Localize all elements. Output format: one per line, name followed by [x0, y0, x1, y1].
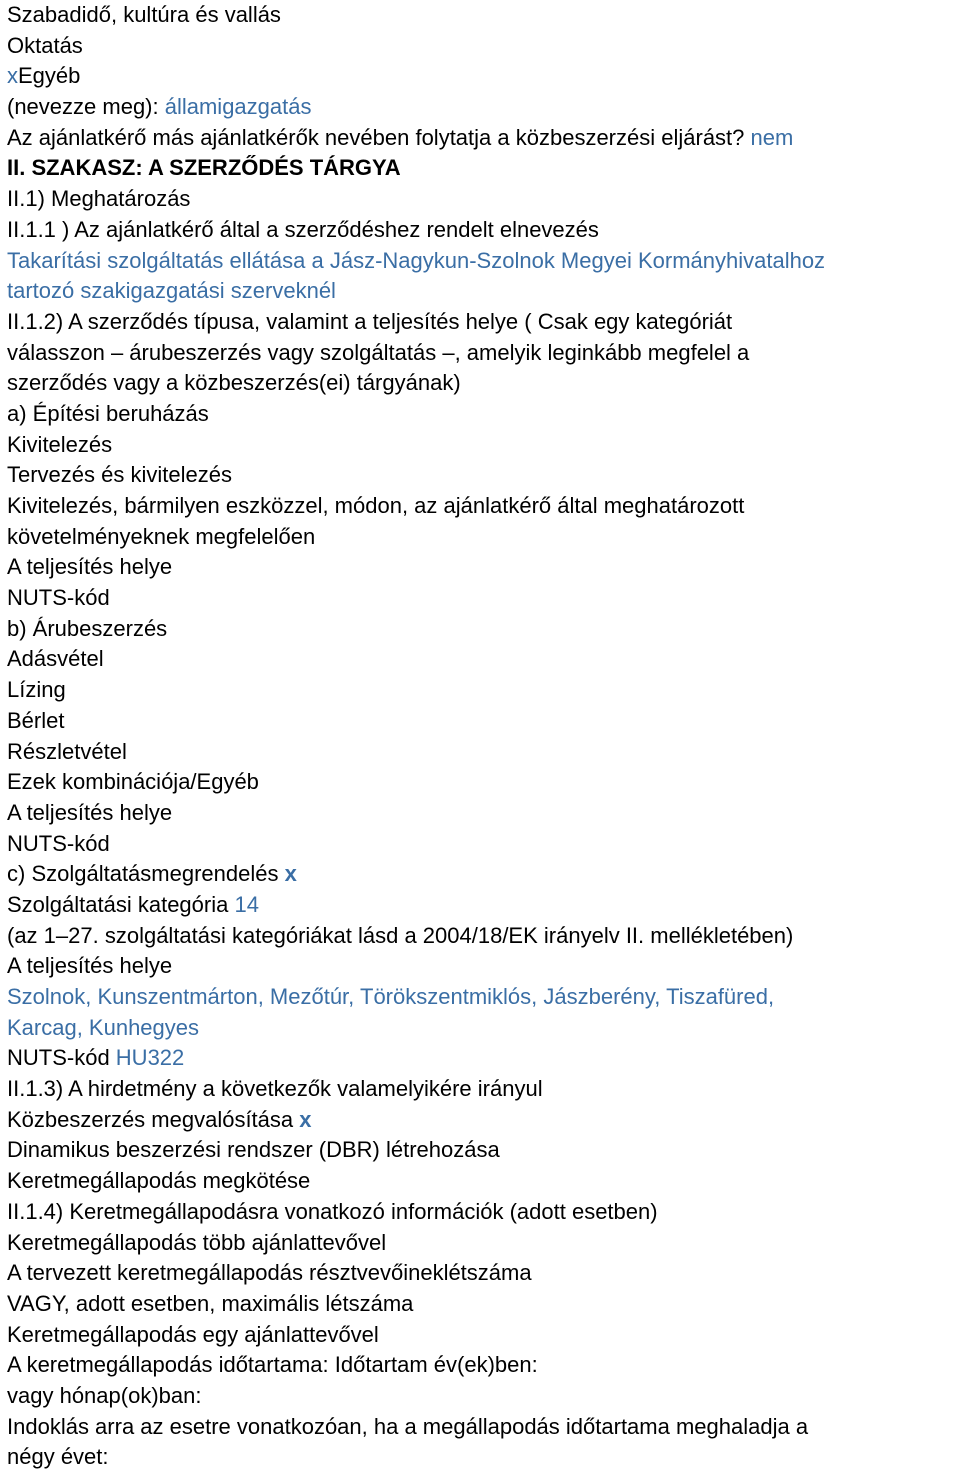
- service-category-label: Szolgáltatási kategória: [7, 891, 235, 917]
- place-value-line1: Szolnok, Kunszentmárton, Mezőtúr, Törökszentmiklós, Jászberény, Tiszafüred,: [7, 984, 775, 1009]
- item-heading: II.1.3) A hirdetmény a következők valamelyikére irányul: [7, 1076, 543, 1102]
- text-line: szerződés vagy a közbeszerzés(ei) tárgyának): [7, 370, 461, 396]
- option-line: Kivitelezés, bármilyen eszközzel, módon, az ajánlatkérő által meghatározott: [7, 493, 745, 518]
- place-label: A teljesítés helye: [7, 554, 173, 580]
- behalf-answer: nem: [750, 124, 794, 150]
- text-line: Indoklás arra az esetre vonatkozóan, ha a megállapodás időtartama meghaladja a: [7, 1413, 809, 1439]
- option-procurement: [7, 1105, 960, 1136]
- text-line: VAGY, adott esetben, maximális létszáma: [7, 1290, 414, 1316]
- note-line: (az 1–27. szolgáltatási kategóriákat lásd a 2004/18/EK irányelv II. mellékletében): [7, 922, 794, 948]
- text-line: vagy hónap(ok)ban:: [7, 1382, 202, 1408]
- nuts-value: HU322: [115, 1045, 185, 1071]
- option-services-label: c) Szolgáltatásmegrendelés: [7, 861, 285, 887]
- other-specify-label: (nevezze meg):: [7, 94, 165, 120]
- option-line: Bérlet: [7, 707, 65, 733]
- option-line: Keretmegállapodás megkötése: [7, 1168, 311, 1194]
- option-line: Tervezés és kivitelezés: [7, 462, 232, 488]
- option-line: Részletvétel: [7, 738, 127, 764]
- text-line: négy évet:: [7, 1444, 109, 1470]
- other-specify-value: államigazgatás: [164, 94, 312, 120]
- text-line: Keretmegállapodás egy ajánlattevővel: [7, 1321, 379, 1347]
- place-value-line2: Karcag, Kunhegyes: [7, 1014, 200, 1040]
- service-category-value: 14: [234, 891, 259, 917]
- contract-title-line1: Takarítási szolgáltatás ellátása a Jász-Nagykun-Szolnok Megyei Kormányhivatalhoz: [7, 247, 826, 273]
- service-category: [7, 890, 960, 921]
- item-heading: II.1.2) A szerződés típusa, valamint a teljesítés helye ( Csak egy kategóriát: [7, 308, 733, 334]
- item-heading: II.1.1 ) Az ajánlatkérő által a szerződéshez rendelt elnevezés: [7, 216, 599, 242]
- category-leisure: Szabadidő, kultúra és vallás: [7, 2, 281, 27]
- option-works: a) Építési beruházás: [7, 400, 209, 426]
- nuts-label: NUTS-kód: [7, 830, 110, 856]
- category-education: Oktatás: [7, 32, 83, 58]
- checked-mark: x: [7, 63, 18, 89]
- behalf-question: [7, 123, 960, 154]
- option-line: Lízing: [7, 677, 66, 703]
- option-supplies: b) Árubeszerzés: [7, 615, 168, 641]
- option-line: Dinamikus beszerzési rendszer (DBR) létrehozása: [7, 1137, 500, 1163]
- option-services: [7, 859, 960, 890]
- contract-title-line2: tartozó szakigazgatási szerveknél: [7, 278, 336, 304]
- item-heading: II.1.4) Keretmegállapodásra vonatkozó információk (adott esetben): [7, 1198, 658, 1224]
- place-label: A teljesítés helye: [7, 799, 173, 825]
- option-line: Ezek kombinációja/Egyéb: [7, 769, 259, 795]
- checked-mark: x: [299, 1106, 312, 1132]
- text-line: A tervezett keretmegállapodás résztvevőineklétszáma: [7, 1260, 532, 1286]
- option-line: Kivitelezés: [7, 431, 113, 457]
- nuts-code: [7, 1043, 960, 1074]
- category-other: [7, 61, 960, 92]
- nuts-label: NUTS-kód: [7, 585, 110, 611]
- text-line: válasszon – árubeszerzés vagy szolgáltatás –, amelyik leginkább megfelel a: [7, 339, 750, 365]
- subsection-heading: II.1) Meghatározás: [7, 186, 191, 212]
- section-heading: II. SZAKASZ: A SZERZŐDÉS TÁRGYA: [7, 155, 401, 181]
- text-line: A keretmegállapodás időtartama: Időtartam év(ek)ben:: [7, 1352, 538, 1378]
- place-label: A teljesítés helye: [7, 953, 173, 979]
- checked-mark: x: [284, 861, 297, 887]
- option-procurement-label: Közbeszerzés megvalósítása: [7, 1106, 300, 1132]
- other-specify: [7, 92, 960, 123]
- category-other-label: Egyéb: [18, 63, 81, 89]
- text-line: Keretmegállapodás több ajánlattevővel: [7, 1229, 387, 1255]
- nuts-label: NUTS-kód: [7, 1045, 116, 1071]
- option-line: követelményeknek megfelelően: [7, 523, 316, 549]
- option-line: Adásvétel: [7, 646, 104, 672]
- behalf-question-label: Az ajánlatkérő más ajánlatkérők nevében folytatja a közbeszerzési eljárást?: [7, 124, 751, 150]
